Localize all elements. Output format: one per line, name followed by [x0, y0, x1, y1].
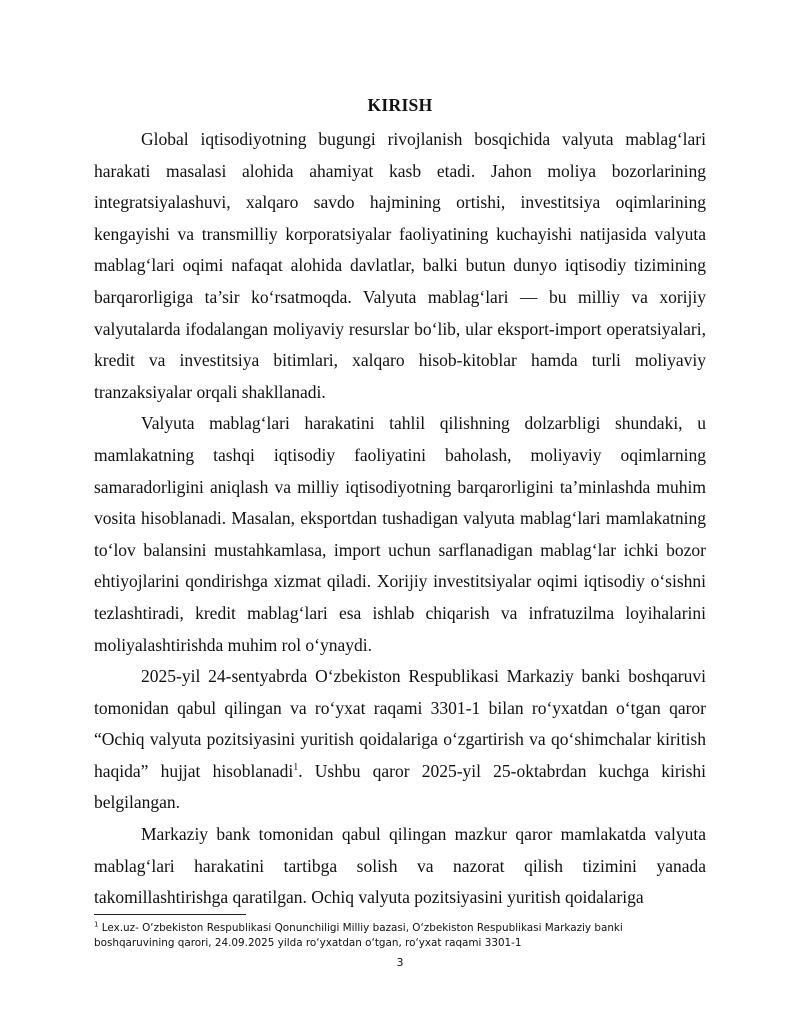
paragraph — [94, 661, 706, 819]
paragraph: Markaziy bank tomonidan qabul qilingan mazkur qaror mamlakatda valyuta mablag‘lari harakatini tartibga solish va nazorat qilish tizimini yanada takomillashtirishga qaratilgan. Ochiq valyuta pozitsiyasini yuritish qoidalariga — [94, 824, 706, 908]
footnote-text: Lex.uz- O‘zbekiston Respublikasi Qonunchiligi Milliy bazasi, O‘zbekiston Respublikasi Markaziy banki boshqaruvining qarori, 24.09.2025 yilda ro‘yxatdan o‘tgan, ro‘yxat raqami 3301-1 — [94, 922, 623, 949]
paragraph: Valyuta mablag‘lari harakatini tahlil qilishning dolzarbligi shundaki, u mamlakatning tashqi iqtisodiy faoliyatini baholash, moliyaviy oqimlarning samaradorligini aniqlash va milliy iqtisodiyotning barqarorligini ta’minlashda muhim vosita hisoblanadi. Masalan, eksportdan tushadigan valyuta mablag‘lari mamlakatning to‘lov balansini mustahkamlasa, import uchun sarflanadigan mablag‘lar ichki bozor ehtiyojlarini qondirishga xizmat qiladi. Xorijiy investitsiyalar oqimi iqtisodiy o‘sishni tezlashtiradi, kredit mablag‘lari esa ishlab chiqarish va infratuzilma loyihalarini moliyalashtirishda muhim rol o‘ynaydi. — [94, 413, 706, 655]
paragraph-text: 2025-yil 24-sentyabrda O‘zbekiston Respublikasi Markaziy banki boshqaruvi tomonidan qabul qilingan va ro‘yxat raqami 3301-1 bilan ro‘yxatdan o‘tgan qaror “Ochiq valyuta pozitsiyasini yuritish qoidalariga o‘zgartirish va qo‘shimchalar kiritish haqida” hujjat hisoblanadi — [94, 666, 706, 781]
paragraph: Global iqtisodiyotning bugungi rivojlanish bosqichida valyuta mablag‘lari harakati masalasi alohida ahamiyat kasb etadi. Jahon moliya bozorlarining integratsiyalashuvi, xalqaro savdo hajmining ortishi, investitsiya oqimlarining kengayishi va transmilliy korporatsiyalar faoliyatining kuchayishi natijasida valyuta mablag‘lari oqimi nafaqat alohida davlatlar, balki butun dunyo iqtisodiy tizimining barqarorligiga ta’sir ko‘rsatmoqda. Valyuta mablag‘lari — bu milliy va xorijiy valyutalarda ifodalangan moliyaviy resurslar bo‘lib, ular eksport-import operatsiyalari, kredit va investitsiya bitimlari, xalqaro hisob-kitoblar hamda turli moliyaviy tranzaksiyalar orqali shakllanadi. — [94, 129, 706, 402]
page-number: 3 — [396, 956, 404, 969]
footnote — [94, 921, 706, 951]
page-title: KIRISH — [367, 95, 433, 115]
footnote-reference[interactable]: 1 — [293, 762, 299, 774]
footnote-separator — [94, 914, 246, 915]
paragraph-text: . Ushbu qaror 2025-yil 25-oktabrdan kuchga kirishi belgilangan. — [94, 760, 706, 813]
footnote-number: 1 — [94, 920, 99, 929]
body-text — [94, 124, 706, 914]
